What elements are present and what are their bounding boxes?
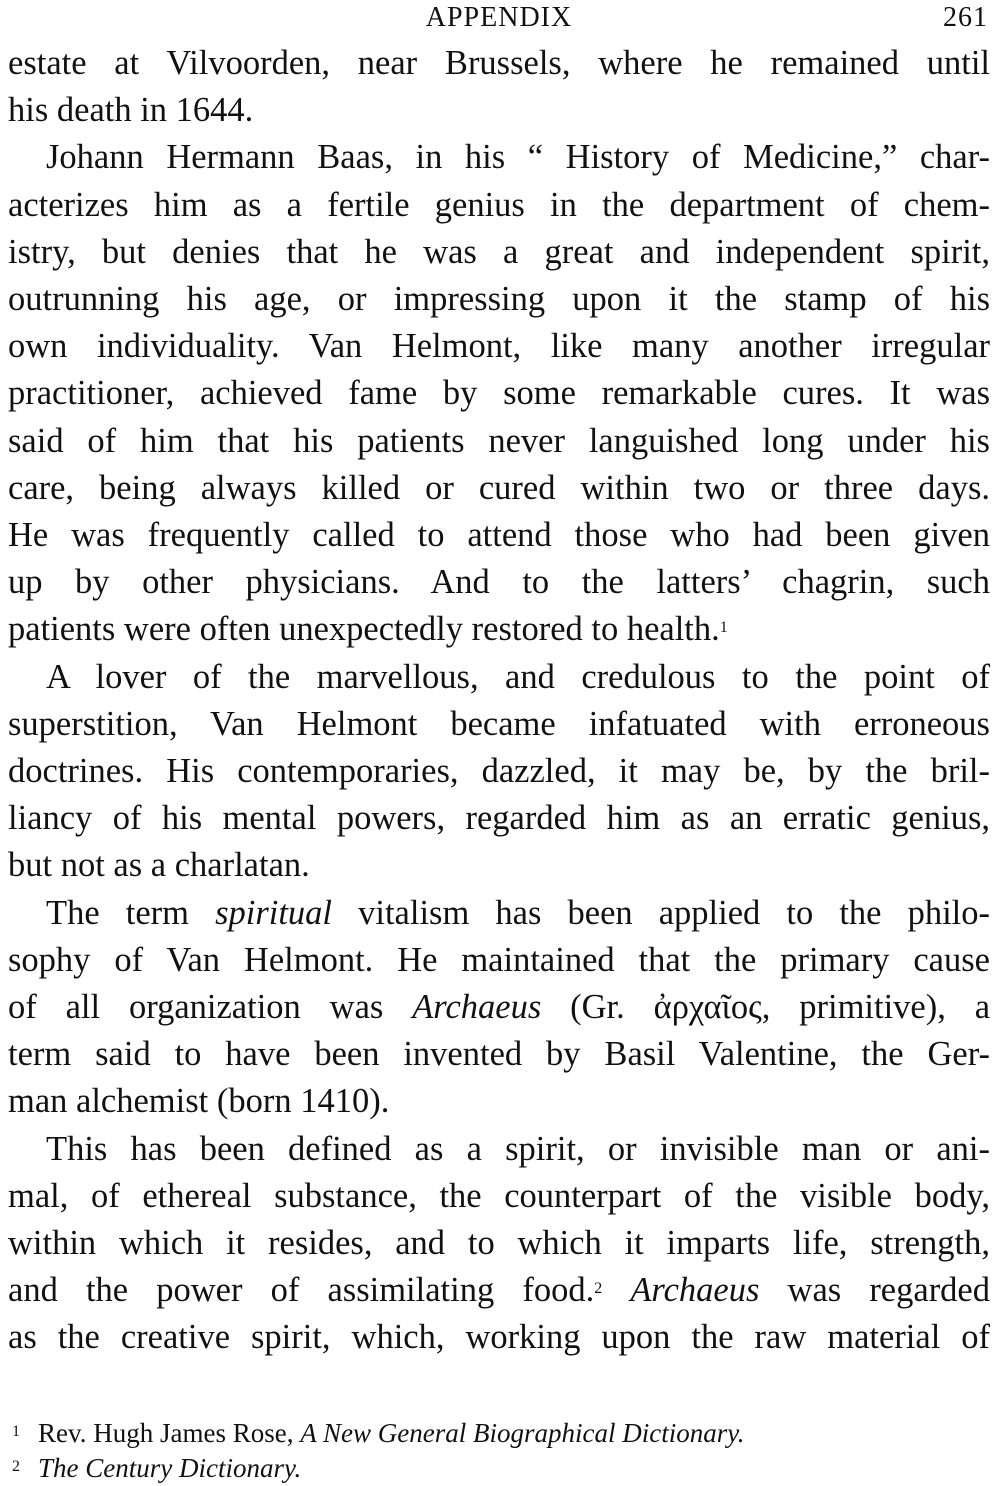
footnote-title: The Century Dictionary. <box>38 1453 302 1483</box>
footnote-marker: 2 <box>12 1458 20 1475</box>
text-run: (Gr. ἀρχαῖος, primitive), a <box>570 988 990 1027</box>
text-run: was regarded <box>787 1271 990 1310</box>
text-line: He was frequently called to attend those who had been given <box>8 516 990 555</box>
footnote <box>8 1416 968 1451</box>
italic-term: spiritual <box>215 893 333 932</box>
text-line: care, being always killed or cured within two or three days. <box>8 468 990 507</box>
text-line: estate at Vilvoorden, near Brussels, where he remained until <box>8 44 990 82</box>
text-line <box>8 1267 990 1314</box>
text-line: acterizes him as a fertile genius in the department of chem- <box>8 185 990 224</box>
text-line: as the creative spirit, which, working upon the raw material of <box>8 1318 990 1357</box>
text-line: up by other physicians. And to the latters’ chagrin, such <box>8 563 990 602</box>
footnote-title: A New General Biographical Dictionary. <box>300 1418 745 1448</box>
text-line: superstition, Van Helmont became infatuated with erroneous <box>8 704 990 743</box>
footnotes <box>8 1416 968 1486</box>
text-line: term said to have been invented by Basil Valentine, the Ger- <box>8 1035 990 1074</box>
text-line <box>8 890 990 937</box>
text-line: A lover of the marvellous, and credulous to the point of <box>46 657 990 696</box>
body-text <box>8 40 990 1362</box>
text-line: said of him that his patients never languished long under his <box>8 421 990 460</box>
text-line: outrunning his age, or impressing upon it the stamp of his <box>8 280 990 319</box>
footnote <box>8 1451 968 1486</box>
text-line: mal, of ethereal substance, the counterpart of the visible body, <box>8 1176 990 1215</box>
text-run: of all organization was <box>8 988 384 1027</box>
text-line: This has been defined as a spirit, or invisible man or ani- <box>46 1129 990 1168</box>
footnote-ref: 2 <box>594 1280 603 1298</box>
text-run: vitalism has been applied to the philo- <box>358 893 990 932</box>
footnote-text: Rev. Hugh James Rose, <box>38 1418 294 1448</box>
text-run: The term <box>46 893 189 932</box>
running-title: APPENDIX <box>425 2 573 33</box>
text-line: doctrines. His contemporaries, dazzled, it may be, by the bril- <box>8 752 990 791</box>
text-line: within which it resides, and to which it imparts life, strength, <box>8 1224 990 1263</box>
text-line: own individuality. Van Helmont, like many another irregular <box>8 327 990 366</box>
book-page <box>8 0 990 1362</box>
text-line: man alchemist (born 1410). <box>8 1082 390 1121</box>
page-number: 261 <box>943 2 988 33</box>
running-head <box>8 0 990 40</box>
italic-term: Archaeus <box>412 988 542 1027</box>
footnote-ref: 1 <box>719 619 728 637</box>
footnote-marker: 1 <box>12 1423 20 1440</box>
text-line: sophy of Van Helmont. He maintained that the primary cause <box>8 940 990 979</box>
text-line <box>8 984 990 1031</box>
text-run: patients were often unexpectedly restored to health. <box>8 610 720 649</box>
text-line: practitioner, achieved fame by some remarkable cures. It was <box>8 374 990 413</box>
text-line <box>8 606 990 653</box>
italic-term: Archaeus <box>630 1271 760 1310</box>
text-line: istry, but denies that he was a great and independent spirit, <box>8 232 990 271</box>
text-run: and the power of assimilating food. <box>8 1271 595 1310</box>
text-line: liancy of his mental powers, regarded him as an erratic genius, <box>8 799 990 838</box>
text-line: Johann Hermann Baas, in his “ History of Medicine,” char- <box>46 138 990 177</box>
text-line: his death in 1644. <box>8 91 254 130</box>
text-line: but not as a charlatan. <box>8 846 310 885</box>
